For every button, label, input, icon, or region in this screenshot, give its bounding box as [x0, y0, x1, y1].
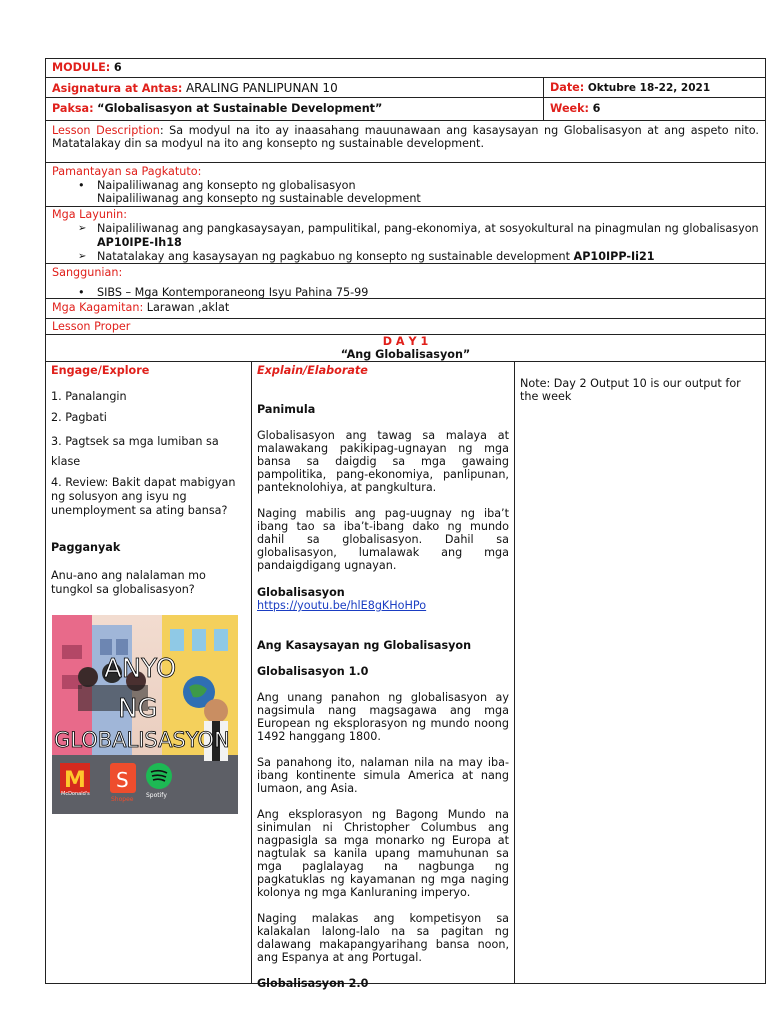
- pamantayan-row: [46, 163, 765, 207]
- lesson-plan-table: [45, 58, 766, 990]
- engage-column: [46, 362, 251, 983]
- globalization-image: [52, 615, 238, 814]
- panimula-paragraph-2: Naging mabilis ang pag-uugnay ng iba’t ibang tao sa iba’t-ibang dako ng mundo dahil sa globalisasyon. Dahil sa globalisasyon, lumalawak ang mga pandaigdigang ugnayan.: [257, 507, 509, 572]
- lesson-description-label: Lesson Description: [52, 124, 160, 137]
- globalisasyon-1-paragraph-3: Ang eksplorasyon ng Bagong Mundo na sinimulan ni Christopher Columbus ang nagpasigla sa mga monarko ng Europa at nagtulak sa kanila upang mamuhunan sa mga paglalayag na nagbunga ng pagkatuklas ng kayamanan ng mga naging kolonya ng mga Kanluraning imperyo.: [257, 808, 509, 899]
- note-text: Note: Day 2 Output 10 is our output for the week: [520, 377, 741, 403]
- pamantayan-item: • Naipaliliwanag ang konsepto ng globalisasyon: [78, 178, 356, 192]
- lesson-description-row: [46, 121, 765, 163]
- mcdonalds-caption: McDonald's: [61, 791, 90, 797]
- image-title-bottom: GLOBALISASYON: [54, 728, 230, 752]
- topic-label: Paksa:: [52, 102, 94, 115]
- panimula-heading: Panimula: [257, 403, 316, 416]
- note-column: [515, 362, 765, 983]
- step-item: 2. Pagbati: [51, 411, 107, 424]
- topic-row: [46, 98, 765, 121]
- pamantayan-label: Pamantayan sa Pagkatuto:: [52, 165, 202, 178]
- module-row: [46, 59, 765, 78]
- kagamitan-value: Larawan ,aklat: [146, 301, 230, 314]
- globalisasyon-1-paragraph-4: Naging malakas ang kompetisyon sa kalakalan lalong-lalo na sa pagitan ng dalawang makapangyarihang bansa noon, ang Espanya at ang Portugal.: [257, 912, 509, 964]
- subject-row: [46, 78, 765, 98]
- step-item: 3. Pagtsek sa mga lumiban sa klase: [51, 435, 219, 468]
- day-subtitle: “Ang Globalisasyon”: [340, 348, 471, 361]
- sanggunian-item: • SIBS – Mga Kontemporaneong Isyu Pahina 75-99: [78, 286, 369, 299]
- layunin-row: [46, 207, 765, 264]
- kasaysayan-heading: Ang Kasaysayan ng Globalisasyon: [257, 639, 472, 652]
- image-title-mid: NG: [118, 694, 158, 724]
- globalisasyon-1-paragraph-1: Ang unang panahon ng globalisasyon ay nagsimula nang magsagawa ang mga European ng eksplorasyon ng mundo noong 1492 hanggang 1800.: [257, 691, 509, 743]
- pagganyak-heading: Pagganyak: [51, 541, 121, 554]
- globalisasyon-label: Globalisasyon: [257, 586, 345, 599]
- date-value: Oktubre 18-22, 2021: [587, 82, 711, 94]
- pamantayan-item: Naipaliliwanag ang konsepto ng sustainable development: [97, 192, 421, 205]
- week-value: 6: [592, 102, 601, 115]
- day-row: [46, 335, 765, 362]
- step-item: 4. Review: Bakit dapat mabigyan ng solusyon ang isyu ng unemployment sa ating bansa?: [51, 476, 236, 517]
- kagamitan-row: [46, 299, 765, 319]
- subject-value: ARALING PANLIPUNAN 10: [185, 81, 338, 95]
- subject-label: Asignatura at Antas:: [52, 82, 183, 95]
- youtube-link[interactable]: https://youtu.be/hlE8gKHoHPo: [257, 599, 427, 612]
- spotify-caption: Spotify: [146, 792, 167, 799]
- kagamitan-label: Mga Kagamitan:: [52, 301, 144, 314]
- layunin-item: ➢ Natatalakay ang kasaysayan ng pagkabuo ng konsepto ng sustainable development AP10IPP-Ii21: [78, 250, 655, 263]
- step-item: 1. Panalangin: [51, 390, 127, 403]
- lesson-description-text: : Sa modyul na ito ay inaasahang mauunawaan ang kasaysayan ng Globalisasyon at ang aspeto nito. Matatalakay din sa modyul na ito ang konsepto ng sustainable development.: [52, 124, 759, 150]
- shopee-logo-icon: S: [116, 768, 129, 792]
- topic-value: “Globalisasyon at Sustainable Development”: [97, 102, 383, 115]
- lesson-proper-label: Lesson Proper: [52, 320, 131, 333]
- date-label: Date:: [550, 81, 585, 94]
- day-title: D A Y 1: [382, 335, 429, 348]
- globalisasyon-2-heading: Globalisasyon 2.0: [257, 977, 369, 990]
- sanggunian-row: [46, 264, 765, 299]
- module-label: MODULE:: [52, 61, 111, 74]
- shopee-caption: Shopee: [111, 796, 134, 803]
- sanggunian-label: Sanggunian:: [52, 266, 123, 279]
- globalisasyon-1-heading: Globalisasyon 1.0: [257, 665, 369, 678]
- layunin-item: ➢ Naipaliliwanag ang pangkasaysayan, pampulitikal, pang-ekonomiya, at sosyokultural na pinagmulan ng globalisasyon AP10IPE-Ih18: [78, 222, 759, 249]
- module-value: 6: [113, 61, 122, 74]
- explain-heading: Explain/Elaborate: [257, 364, 368, 377]
- explain-column: [252, 362, 514, 990]
- lesson-proper-row: [46, 319, 765, 335]
- pagganyak-question: Anu-ano ang nalalaman mo tungkol sa globalisasyon?: [51, 569, 206, 596]
- layunin-label: Mga Layunin:: [52, 208, 128, 221]
- panimula-paragraph-1: Globalisasyon ang tawag sa malaya at malawakang pakikipag-ugnayan ng mga bansa sa daigdig sa mga gawaing pampolitika, pang-ekonomiya, panlipunan, panteknolohiya, at pangkultura.: [257, 429, 509, 494]
- content-row: [46, 362, 765, 990]
- image-title-top: ANYO: [104, 654, 177, 684]
- mcdonalds-logo-icon: M: [64, 768, 86, 793]
- engage-heading: Engage/Explore: [51, 364, 150, 377]
- week-label: Week:: [550, 102, 590, 115]
- globalisasyon-1-paragraph-2: Sa panahong ito, nalaman nila na may iba-ibang kontinente simula America at nang lumaon, ang Asia.: [257, 756, 509, 795]
